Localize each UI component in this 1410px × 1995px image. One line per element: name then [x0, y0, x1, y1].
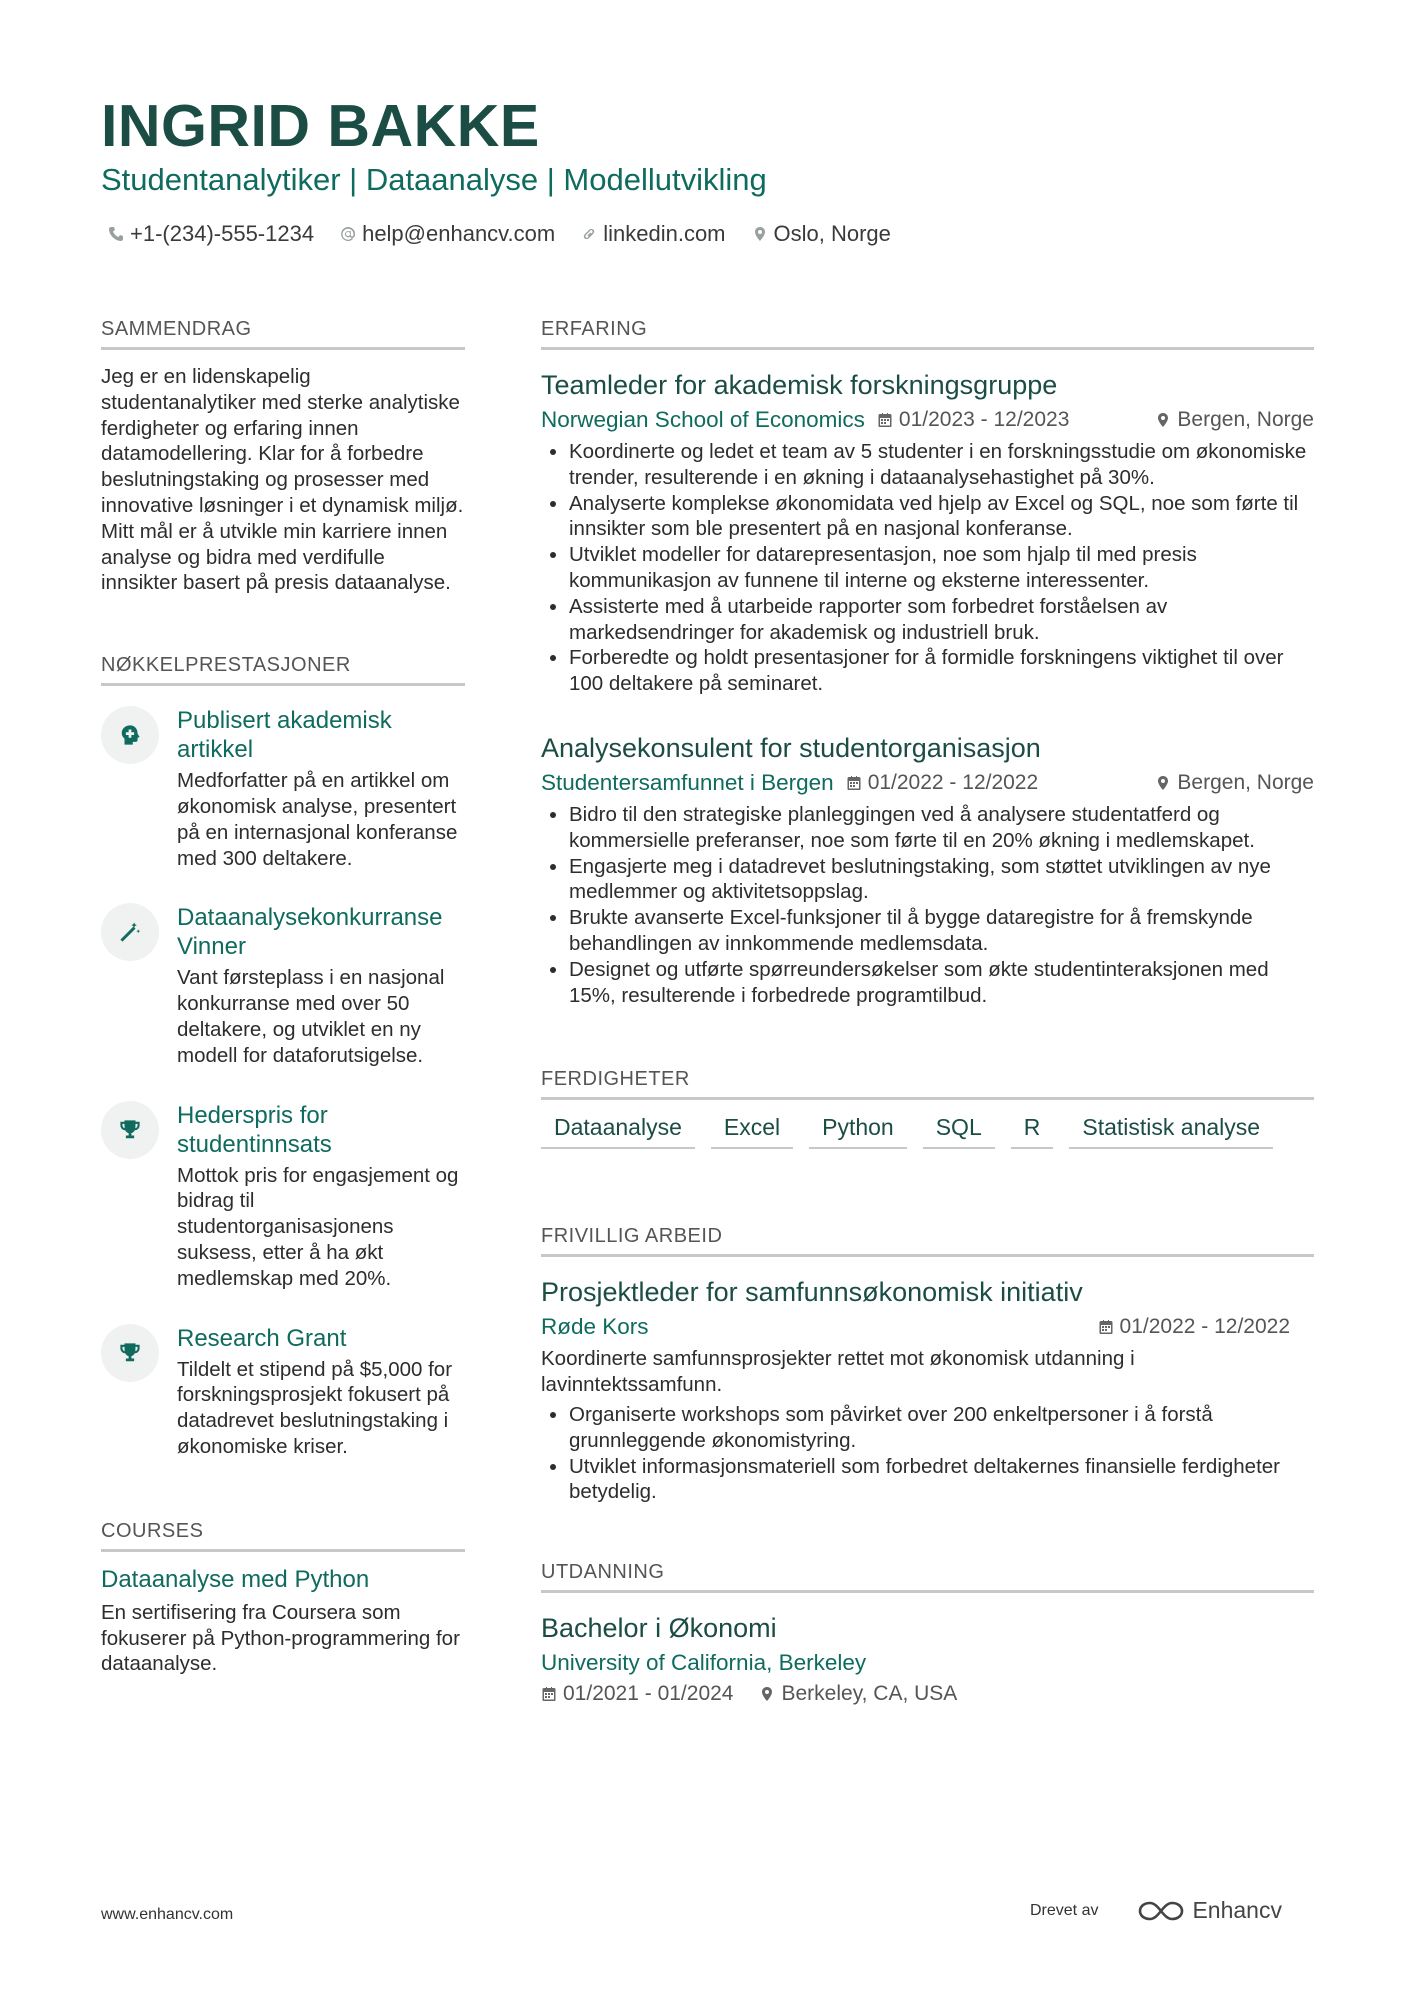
- dates: 01/2022 - 12/2022: [867, 770, 1039, 794]
- organization: Norwegian School of Economics: [541, 407, 865, 432]
- bullet-item: • Assisterte med å utarbeide rapporter som forbedret forståelsen av markedsendringer for akademisk og industriell bruk.: [569, 594, 1314, 646]
- course-title: Dataanalyse med Python: [101, 1565, 370, 1593]
- brand-logo[interactable]: [1138, 1897, 1282, 1924]
- brand-name: Enhancv: [1192, 1897, 1282, 1923]
- left-column: [101, 318, 465, 1677]
- volunteer-section: [541, 1225, 1314, 1505]
- bullet-item: • Organiserte workshops som påvirket over 200 enkeltpersoner i å forstå grunnleggende økonomistyring.: [569, 1402, 1314, 1454]
- phone-icon: [108, 226, 124, 242]
- skills-list: [541, 1114, 1314, 1149]
- skill-tag: Statistisk analyse: [1069, 1114, 1273, 1149]
- volunteer-intro: Koordinerte samfunnsprosjekter rettet mot økonomisk utdanning i lavinntektssamfunn.: [541, 1347, 1135, 1397]
- bullet-item: • Engasjerte meg i datadrevet beslutningstaking, som støttet utviklingen av nye medlemmer og aktivitetsoppslag.: [569, 854, 1314, 906]
- achievement-item: [101, 1324, 465, 1460]
- trophy-icon: [119, 1342, 141, 1364]
- contact-location-text: Oslo, Norge: [773, 221, 891, 246]
- bullet-item: • Bidro til den strategiske planleggingen ved å analysere studentatferd og kommersielle preferanser, noe som førte til en 20% økning i medlemskapet.: [569, 802, 1314, 854]
- location-icon: [1155, 412, 1171, 428]
- dates: 01/2023 - 12/2023: [898, 408, 1070, 431]
- school: University of California, Berkeley: [541, 1650, 867, 1676]
- bullet-item: • Analyserte komplekse økonomidata ved hjelp av Excel og SQL, noe som førte til innsikter som ble presentert på en nasjonal konferanse.: [569, 491, 1314, 543]
- location: Berkeley, CA, USA: [781, 1682, 958, 1706]
- calendar-icon: [1098, 1319, 1114, 1335]
- achievement-title: Research Grant: [177, 1324, 347, 1352]
- skill-tag: R: [1011, 1114, 1054, 1149]
- contact-linkedin[interactable]: [581, 221, 725, 247]
- magic-wand-icon: [119, 921, 141, 943]
- location: Bergen, Norge: [1177, 770, 1314, 794]
- contact-phone-text: +1-(234)-555-1234: [130, 221, 315, 246]
- dates: 01/2021 - 01/2024: [563, 1682, 734, 1706]
- footer-brand: [1030, 1897, 1282, 1924]
- right-column: [541, 318, 1314, 1712]
- achievement-title: Hederspris for studentinnsats: [177, 1101, 332, 1158]
- skills-title: FERDIGHETER: [541, 1068, 1314, 1100]
- organization: Røde Kors: [541, 1314, 649, 1340]
- location-icon: [1155, 775, 1171, 791]
- bullet-item: • Utviklet modeller for datarepresentasjon, noe som hjalp til med presis kommunikasjon av funnene til interne og eksterne interessenter.: [569, 542, 1314, 594]
- achievement-title: Publisert akademisk artikkel: [177, 707, 392, 764]
- bullet-item: • Utviklet informasjonsmateriell som forbedret deltakernes finansielle ferdigheter betydelig.: [569, 1454, 1314, 1506]
- contact-email[interactable]: [340, 221, 555, 247]
- achievements-section: [101, 654, 465, 1460]
- bullet-item: • Koordinerte og ledet et team av 5 studenter i en forskningsstudie om økonomiske trender, resulterende i en økning i dataanalysehastighet på 30%.: [569, 439, 1314, 491]
- location: Bergen, Norge: [1177, 408, 1314, 431]
- role-title: Teamleder for akademisk forskningsgruppe: [541, 370, 1058, 400]
- achievement-title: Dataanalysekonkurranse Vinner: [177, 904, 443, 961]
- achievement-item: [101, 706, 465, 871]
- skill-tag: Python: [809, 1114, 907, 1149]
- skill-tag: SQL: [923, 1114, 995, 1149]
- bullet-list: [541, 802, 1314, 1008]
- experience-section: [541, 318, 1314, 1008]
- achievement-desc: Medforfatter på en artikkel om økonomisk analyse, presentert på en internasjonal konferanse med 300 deltakere.: [177, 769, 458, 870]
- bullet-item: • Designet og utførte spørreundersøkelser som økte studentinteraksjonen med 15%, resulterende i forbedrede programtilbud.: [569, 957, 1314, 1009]
- bullet-item: • Brukte avanserte Excel-funksjoner til å bygge dataregistre for å fremskynde behandlingen av innkommende medlemsdata.: [569, 905, 1314, 957]
- dates: 01/2022 - 12/2022: [1119, 1315, 1290, 1339]
- organization: Studentersamfunnet i Bergen: [541, 769, 834, 795]
- calendar-icon: [877, 412, 893, 428]
- experience-item: [541, 370, 1314, 697]
- trophy-icon: [119, 1119, 141, 1141]
- summary-title: SAMMENDRAG: [101, 318, 465, 350]
- role-title: Prosjektleder for samfunnsøkonomisk initiativ: [541, 1277, 1083, 1308]
- candidate-name: INGRID BAKKE: [101, 93, 540, 159]
- skill-tag: Dataanalyse: [541, 1114, 695, 1149]
- contact-phone[interactable]: [108, 221, 314, 247]
- education-section: [541, 1561, 1314, 1706]
- contact-linkedin-text: linkedin.com: [603, 221, 726, 246]
- achievement-item: [101, 903, 465, 1068]
- headline: Studentanalytiker | Dataanalyse | Modellutvikling: [101, 162, 767, 197]
- experience-item: [541, 733, 1314, 1008]
- bullet-list: [541, 1402, 1314, 1505]
- summary-text: Jeg er en lidenskapelig studentanalytiker med sterke analytiske ferdigheter og erfaring innen datamodellering. Klar for å forbedre beslutningstaking og prosesser med innovative løsninger i et dynamisk miljø. Mitt mål er å utvikle min karriere innen analyse og bidra med verdifulle innsikter basert på presis dataanalyse.: [101, 365, 464, 595]
- powered-by-text: Drevet av: [1030, 1901, 1099, 1919]
- brain-icon: [119, 724, 141, 746]
- role-title: Analysekonsulent for studentorganisasjon: [541, 732, 1041, 763]
- achievement-desc: Mottok pris for engasjement og bidrag til studentorganisasjonens suksess, etter å ha økt medlemskap med 20%.: [177, 1163, 459, 1290]
- bullet-list: [541, 439, 1314, 697]
- at-icon: [340, 226, 356, 242]
- experience-title: ERFARING: [541, 318, 1314, 350]
- contact-location: [752, 221, 891, 247]
- location-icon: [752, 226, 768, 242]
- skills-section: [541, 1068, 1314, 1149]
- contact-bar: [108, 221, 891, 247]
- courses-section: [101, 1520, 465, 1677]
- summary-section: [101, 318, 465, 596]
- calendar-icon: [846, 775, 862, 791]
- enhancv-logo-icon: [1138, 1899, 1184, 1923]
- contact-email-text: help@enhancv.com: [362, 221, 556, 246]
- course-desc: En sertifisering fra Coursera som fokuserer på Python-programmering for dataanalyse.: [101, 1600, 460, 1676]
- skill-tag: Excel: [711, 1114, 793, 1149]
- location-icon: [759, 1686, 775, 1702]
- calendar-icon: [541, 1686, 557, 1702]
- footer-website[interactable]: www.enhancv.com: [101, 1906, 234, 1923]
- achievement-desc: Tildelt et stipend på $5,000 for forskningsprosjekt fokusert på datadrevet beslutningstaking i økonomiske kriser.: [177, 1357, 453, 1458]
- degree: Bachelor i Økonomi: [541, 1613, 777, 1644]
- link-icon: [581, 226, 597, 242]
- achievements-title: NØKKELPRESTASJONER: [101, 654, 465, 686]
- bullet-item: • Forberedte og holdt presentasjoner for å formidle forskningens viktighet til over 100 deltakere på seminaret.: [569, 645, 1314, 697]
- education-title: UTDANNING: [541, 1561, 1314, 1593]
- volunteer-title: FRIVILLIG ARBEID: [541, 1225, 1314, 1257]
- achievement-desc: Vant førsteplass i en nasjonal konkurranse med over 50 deltakere, og utviklet en ny modell for dataforutsigelse.: [177, 966, 445, 1067]
- courses-title: COURSES: [101, 1520, 465, 1552]
- achievement-item: [101, 1101, 465, 1292]
